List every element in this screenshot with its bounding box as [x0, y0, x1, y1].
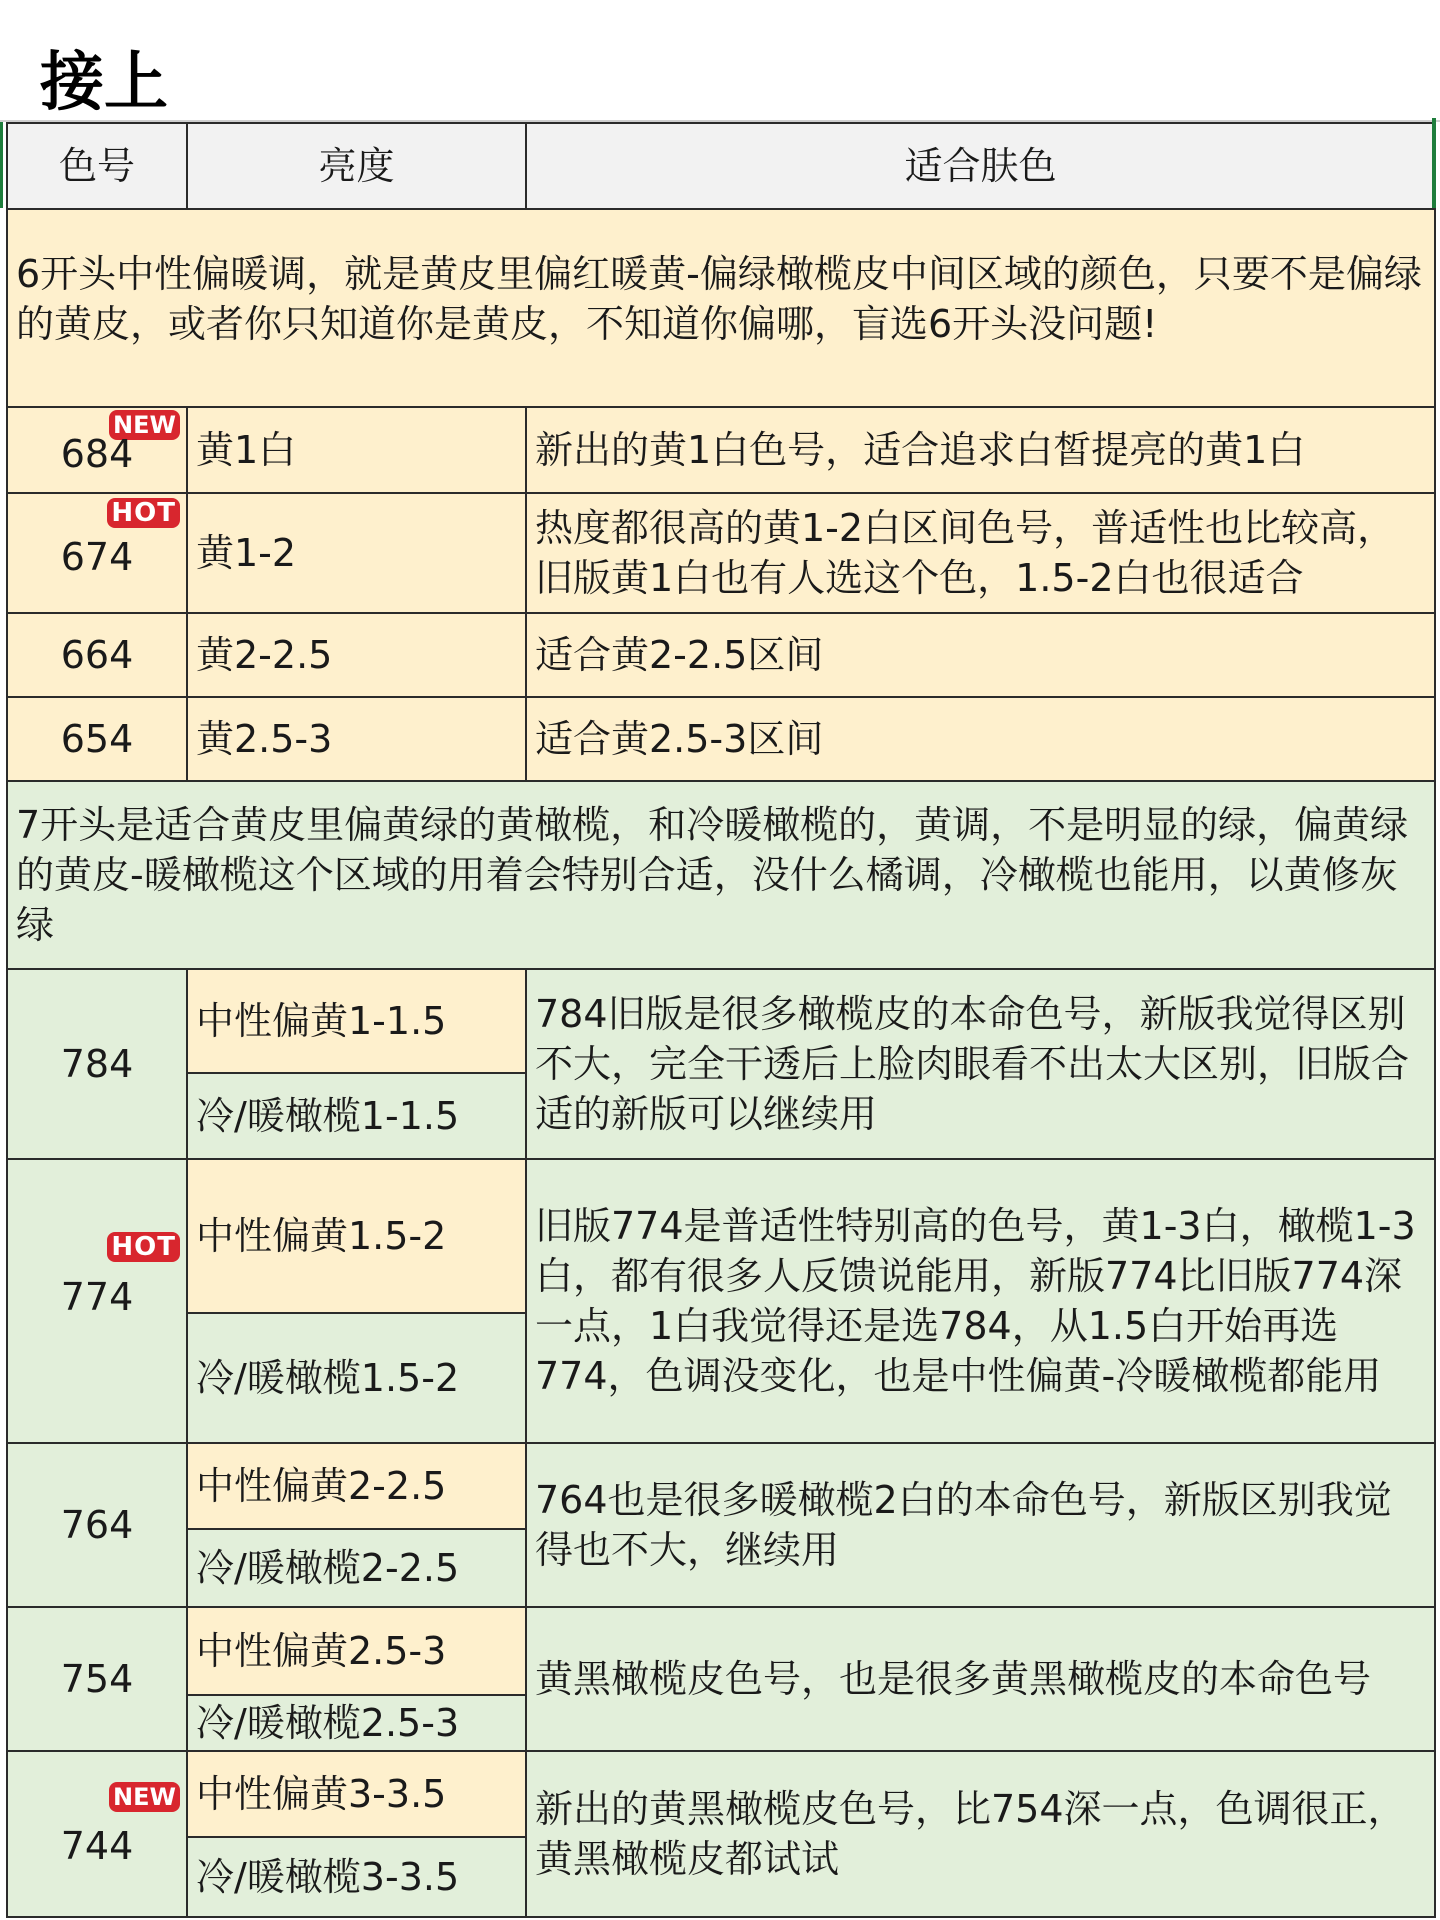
selection-marker-right [1432, 118, 1436, 208]
table-row [7, 1443, 1435, 1529]
shade-code: HOT 674 [7, 493, 187, 613]
header-brightness: 亮度 [187, 123, 526, 209]
description-cell: 764也是很多暖橄榄2白的本命色号，新版区别我觉得也不大，继续用 [526, 1443, 1435, 1607]
new-badge: NEW [109, 1782, 180, 1812]
brightness-cell: 黄2-2.5 [187, 613, 526, 697]
brightness-olive-cell: 冷/暖橄榄1.5-2 [187, 1313, 526, 1443]
brightness-cell: 黄1白 [187, 407, 526, 493]
new-badge: NEW [109, 410, 180, 440]
brightness-neutral-cell: 中性偏黄1-1.5 [187, 969, 526, 1073]
brightness-neutral-cell: 中性偏黄2.5-3 [187, 1607, 526, 1695]
shade-code: 764 [7, 1443, 187, 1607]
shade-code: NEW 744 [7, 1751, 187, 1917]
brightness-olive-cell: 冷/暖橄榄2-2.5 [187, 1529, 526, 1607]
hot-badge: HOT [107, 1232, 180, 1262]
description-cell: 旧版774是普适性特别高的色号，黄1-3白，橄榄1-3白，都有很多人反馈说能用，新版774比旧版774深一点，1白我觉得还是选784，从1.5白开始再选774，色调没变化，也是中性偏黄-冷暖橄榄都能用 [526, 1159, 1435, 1443]
header-row [7, 123, 1435, 209]
shade-code: 654 [7, 697, 187, 781]
shade-code: NEW 684 [7, 407, 187, 493]
section-7-row [7, 781, 1435, 969]
table-row [7, 1607, 1435, 1695]
hot-badge: HOT [107, 498, 180, 528]
shade-code: HOT 774 [7, 1159, 187, 1443]
table-row [7, 493, 1435, 613]
description-cell: 新出的黄黑橄榄皮色号，比754深一点，色调很正，黄黑橄榄皮都试试 [526, 1751, 1435, 1917]
section-7-text: 7开头是适合黄皮里偏黄绿的黄橄榄，和冷暖橄榄的，黄调，不是明显的绿，偏黄绿的黄皮-暖橄榄这个区域的用着会特别合适，没什么橘调，冷橄榄也能用，以黄修灰绿 [7, 781, 1435, 969]
brightness-olive-cell: 冷/暖橄榄1-1.5 [187, 1073, 526, 1159]
table-row [7, 697, 1435, 781]
description-cell: 黄黑橄榄皮色号，也是很多黄黑橄榄皮的本命色号 [526, 1607, 1435, 1751]
brightness-neutral-cell: 中性偏黄2-2.5 [187, 1443, 526, 1529]
brightness-neutral-cell: 中性偏黄1.5-2 [187, 1159, 526, 1313]
shade-code: 664 [7, 613, 187, 697]
shade-table [6, 122, 1436, 1918]
brightness-cell: 黄1-2 [187, 493, 526, 613]
table-row [7, 1159, 1435, 1313]
description-cell: 适合黄2.5-3区间 [526, 697, 1435, 781]
brightness-olive-cell: 冷/暖橄榄2.5-3 [187, 1695, 526, 1751]
brightness-olive-cell: 冷/暖橄榄3-3.5 [187, 1837, 526, 1917]
brightness-cell: 黄2.5-3 [187, 697, 526, 781]
header-code: 色号 [7, 123, 187, 209]
selection-marker-left [0, 122, 3, 208]
page-title: 接上 [40, 46, 168, 120]
table-row [7, 1751, 1435, 1837]
table-row [7, 613, 1435, 697]
shade-code: 754 [7, 1607, 187, 1751]
shade-code: 784 [7, 969, 187, 1159]
description-cell: 784旧版是很多橄榄皮的本命色号，新版我觉得区别不大，完全干透后上脸肉眼看不出太大区别，旧版合适的新版可以继续用 [526, 969, 1435, 1159]
description-cell: 热度都很高的黄1-2白区间色号，普适性也比较高，旧版黄1白也有人选这个色，1.5-2白也很适合 [526, 493, 1435, 613]
section-6-row [7, 209, 1435, 407]
section-6-text: 6开头中性偏暖调，就是黄皮里偏红暖黄-偏绿橄榄皮中间区域的颜色，只要不是偏绿的黄皮，或者你只知道你是黄皮，不知道你偏哪，盲选6开头没问题! [7, 209, 1435, 407]
brightness-neutral-cell: 中性偏黄3-3.5 [187, 1751, 526, 1837]
header-skin: 适合肤色 [526, 123, 1435, 209]
description-cell: 适合黄2-2.5区间 [526, 613, 1435, 697]
description-cell: 新出的黄1白色号，适合追求白皙提亮的黄1白 [526, 407, 1435, 493]
table-row [7, 969, 1435, 1073]
table-row [7, 407, 1435, 493]
